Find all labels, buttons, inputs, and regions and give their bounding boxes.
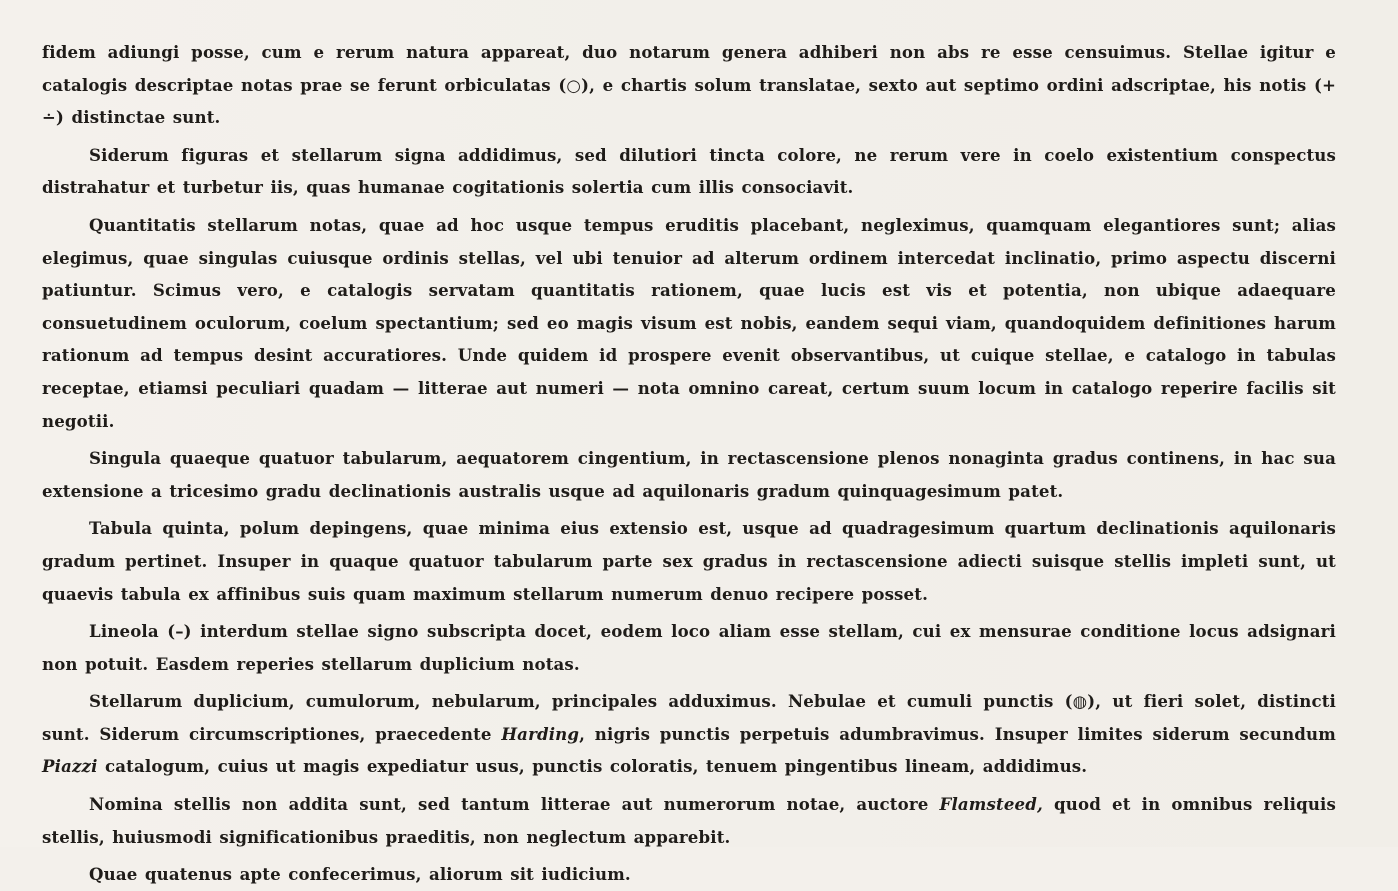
paragraph-text: Tabula quinta, polum depingens, quae minima eius extensio est, usque ad quadragesimum quartum declinationis aquilonaris gradum pertinet. Insuper in quaque quatuor tabularum parte sex gradus in rectascensione adiecti suisque stellis impleti sunt, ut quaevis tabula ex affinibus suis quam maximum stellarum numerum denuo recipere posset. — [42, 518, 1336, 604]
paragraph — [42, 209, 1336, 437]
document-body — [42, 36, 1336, 891]
paragraph — [42, 139, 1336, 204]
paragraph-text: Singula quaeque quatuor tabularum, aequatorem cingentium, in rectascensione plenos nonaginta gradus continens, in hac sua extensione a tricesimo gradu declinationis australis usque ad aquilonaris gradum quinquagesimum patet. — [42, 448, 1336, 501]
paragraph-text: Lineola (–) interdum stellae signo subscripta docet, eodem loco aliam esse stellam, cui ex mensurae conditione locus adsignari non potuit. Easdem reperies stellarum duplicium notas. — [42, 621, 1336, 674]
paragraph-text: , nigris punctis perpetuis adumbravimus. Insuper limites siderum secundum — [579, 723, 1336, 744]
paragraph-text: Quantitatis stellarum notas, quae ad hoc usque tempus eruditis placebant, negleximus, quamquam elegantiores sunt; alias elegimus, quae singulas cuiusque ordinis stellas, vel ubi tenuior ad alterum ordinem intercedat inclinatio, primo aspectu discerni patiuntur. Scimus vero, e catalogis servatam quantitatis rationem, quae lucis est vis et potentia, non ubique adaequare consuetudinem oculorum, coelum spectantium; sed eo magis visum est nobis, eandem sequi viam, quandoquidem definitiones harum rationum ad tempus desint accuratiores. Unde quidem id prospere evenit observantibus, ut cuique stellae, e catalogo in tabulas receptae, etiamsi peculiari quadam — litterae aut numeri — nota omnino careat, certum suum locum in catalogo reperire facilis sit negotii. — [42, 214, 1336, 431]
paragraph — [42, 442, 1336, 507]
paragraph-text: catalogum, cuius ut magis expediatur usus, punctis coloratis, tenuem pingentibus lineam, addidimus. — [97, 756, 1088, 777]
paragraph — [42, 512, 1336, 610]
paragraph-text: Nomina stellis non addita sunt, sed tantum litterae aut numerorum notae, auctore — [89, 794, 940, 815]
paragraph — [42, 36, 1336, 134]
proper-name: Flamsteed, — [939, 794, 1043, 815]
paragraph-text: Quae quatenus apte confecerimus, aliorum sit iudicium. — [89, 864, 631, 885]
paragraph-text: fidem adiungi posse, cum e rerum natura appareat, duo notarum genera adhiberi non abs re esse censuimus. Stellae igitur e catalogis descriptae notas prae se ferunt orbiculatas (○), e chartis solum translatae, sexto aut septimo ordini adscriptae, his notis (+ ∸) distinctae sunt. — [42, 42, 1336, 128]
paragraph — [42, 788, 1336, 853]
proper-name: Piazzi — [42, 756, 98, 777]
proper-name: Harding — [501, 723, 580, 744]
paragraph-text: quod et in omnibus reliquis stellis, huiusmodi significationibus praeditis, non neglectum apparebit. — [42, 794, 1336, 847]
paragraph-text: Siderum figuras et stellarum signa addidimus, sed dilutiori tincta colore, ne rerum vere in coelo existentium conspectus distrahatur et turbetur iis, quas humanae cogitationis solertia cum illis consociavit. — [42, 144, 1336, 198]
paragraph — [42, 615, 1336, 680]
paragraph — [42, 685, 1336, 783]
paragraph — [42, 858, 1336, 891]
paragraph-text: Stellarum duplicium, cumulorum, nebularum, principales adduximus. Nebulae et cumuli punctis (◍), ut fieri solet, distincti sunt. Siderum circumscriptiones, praecedente — [42, 691, 1336, 744]
